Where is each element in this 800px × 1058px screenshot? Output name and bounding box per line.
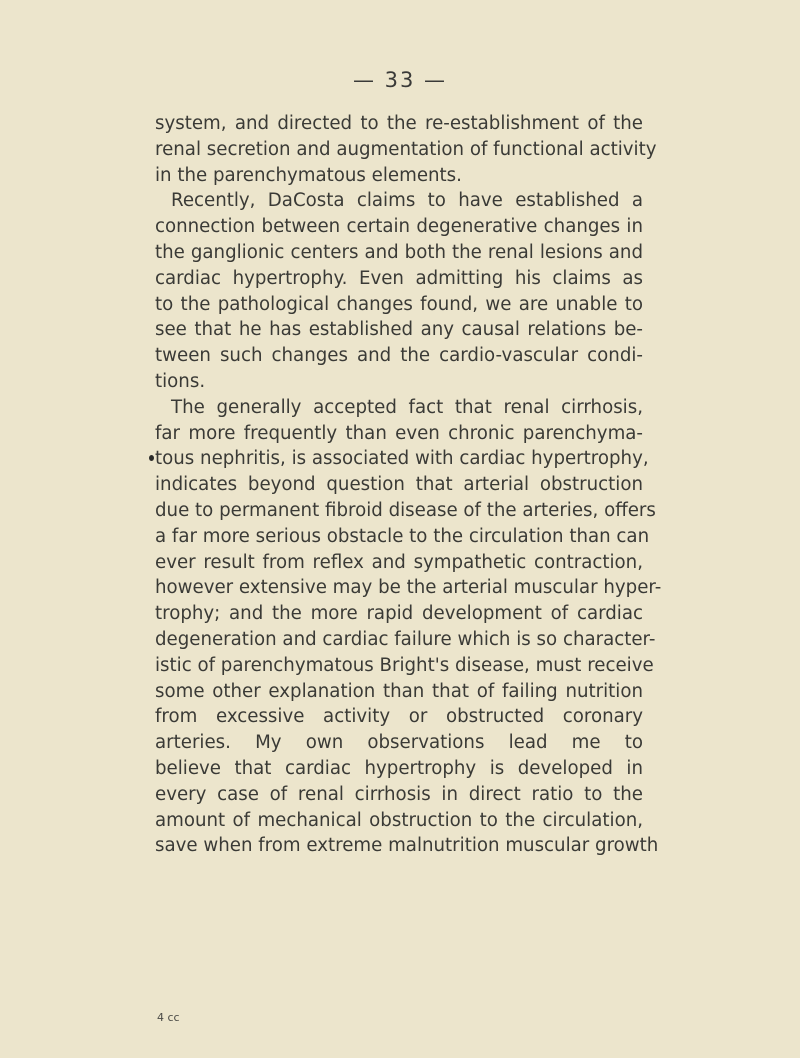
text-line: Recently, DaCosta claims to have established a (171, 190, 643, 212)
text-line: tween such changes and the cardio-vascular condi- (155, 345, 643, 367)
text-line: some other explanation than that of failing nutrition (155, 680, 643, 702)
text-line: renal secretion and augmentation of functional activity (155, 138, 657, 160)
text-line: trophy; and the more rapid development of cardiac (155, 603, 643, 625)
text-line: every case of renal cirrhosis in direct ratio to the (155, 783, 643, 805)
text-line: The generally accepted fact that renal cirrhosis, (171, 396, 643, 418)
text-line: believe that cardiac hypertrophy is developed in (155, 757, 643, 779)
signature-mark: 4 cc (157, 1011, 180, 1024)
text-line: far more frequently than even chronic parenchyma- (155, 422, 643, 444)
text-line: connection between certain degenerative changes in (155, 216, 643, 238)
text-line: indicates beyond question that arterial obstruction (155, 474, 643, 496)
text-line: arteries. My own observations lead me to (155, 732, 643, 754)
text-line: tous nephritis, is associated with cardiac hypertrophy, (155, 448, 649, 470)
text-line: however extensive may be the arterial muscular hyper- (155, 577, 662, 599)
text-line: the ganglionic centers and both the renal lesions and (155, 241, 643, 263)
text-line: ever result from reflex and sympathetic contraction, (155, 551, 643, 573)
text-line: in the parenchymatous elements. (155, 164, 462, 186)
text-line: degeneration and cardiac failure which is so character- (155, 628, 656, 650)
text-line: tions. (155, 370, 206, 392)
text-line: from excessive activity or obstructed coronary (155, 706, 643, 728)
text-line: see that he has established any causal relations be- (155, 319, 643, 341)
text-line: istic of parenchymatous Bright's disease, must receive (155, 654, 654, 676)
text-line: amount of mechanical obstruction to the circulation, (155, 809, 643, 831)
text-line: a far more serious obstacle to the circulation than can (155, 525, 650, 547)
text-line: cardiac hypertrophy. Even admitting his claims as (155, 267, 643, 289)
body-text (155, 111, 662, 859)
text-line: save when from extreme malnutrition muscular growth (155, 835, 659, 857)
text-line: to the pathological changes found, we are unable to (155, 293, 643, 315)
page-number: — 33 — (352, 68, 448, 92)
text-line: due to permanent fibroid disease of the arteries, offers (155, 499, 656, 521)
ink-speck (149, 455, 154, 461)
text-line: system, and directed to the re-establishment of the (155, 113, 643, 134)
